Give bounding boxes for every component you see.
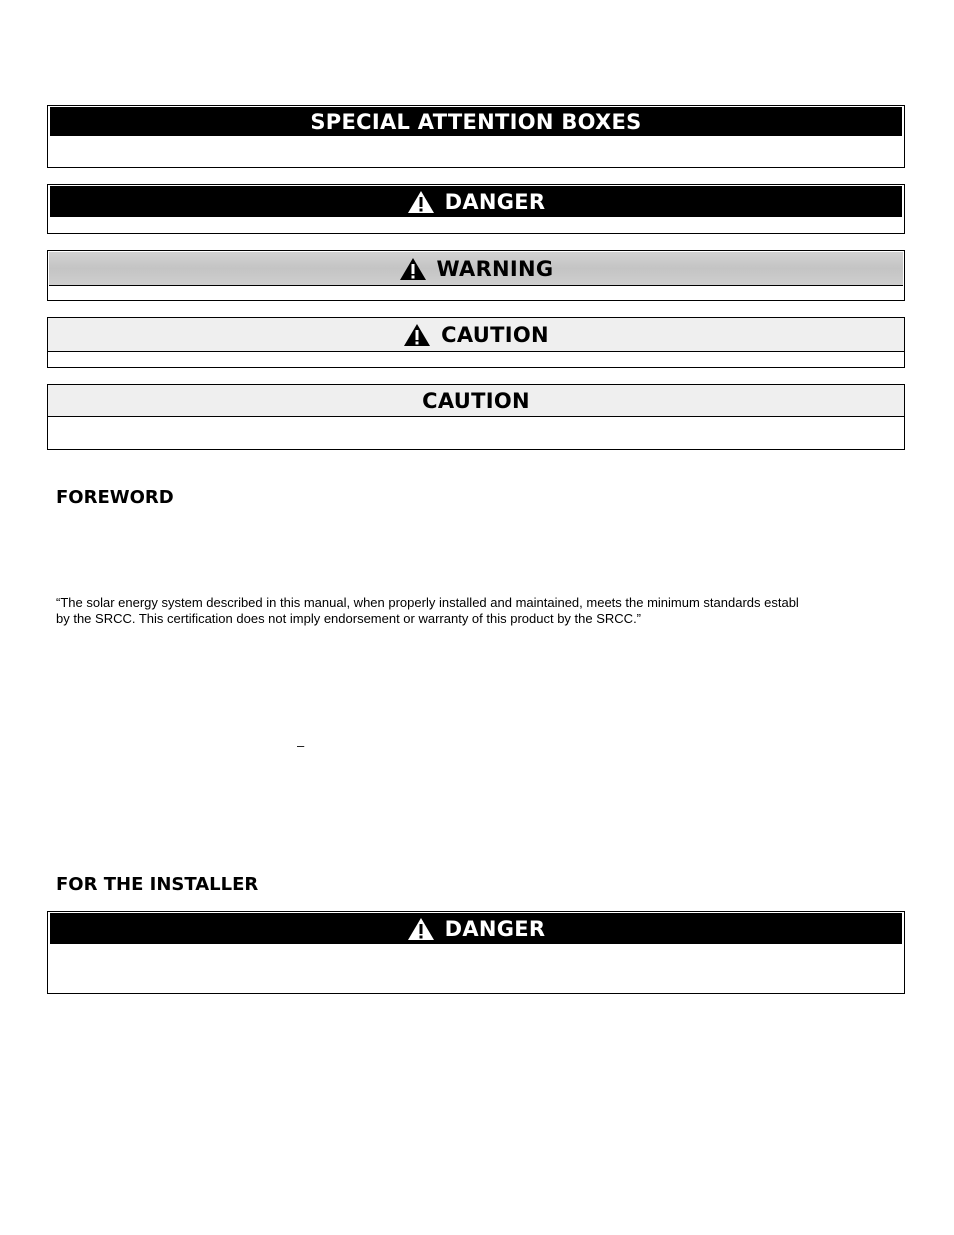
warning-triangle-icon — [403, 323, 431, 347]
danger-box — [47, 184, 905, 234]
caution-box — [47, 317, 905, 368]
danger-header — [50, 186, 902, 217]
caution-plain-box — [47, 384, 905, 450]
installer-danger-header — [50, 913, 902, 944]
srcc-quote-line1: “The solar energy system described in this manual, when properly installed and maintained, meets the minimum standards establ — [56, 595, 799, 610]
warning-triangle-icon — [407, 190, 435, 214]
warning-header — [49, 252, 903, 286]
warning-box — [47, 250, 905, 301]
warning-triangle-icon — [407, 917, 435, 941]
installer-danger-box — [47, 911, 905, 994]
installer-heading: FOR THE INSTALLER — [56, 874, 259, 895]
special-attention-title: SPECIAL ATTENTION BOXES — [310, 109, 642, 134]
caution-header — [48, 318, 904, 352]
foreword-heading: FOREWORD — [56, 487, 174, 508]
caution-title: CAUTION — [441, 322, 549, 347]
installer-danger-title: DANGER — [444, 916, 546, 941]
special-attention-header — [50, 107, 902, 136]
caution-plain-header — [48, 385, 904, 417]
stray-dash: – — [297, 738, 305, 753]
warning-triangle-icon — [399, 257, 427, 281]
warning-title: WARNING — [436, 256, 554, 281]
srcc-quote-line2: by the SRCC. This certification does not imply endorsement or warranty of this product by the SRCC.” — [56, 611, 642, 626]
danger-title: DANGER — [444, 189, 546, 214]
caution-plain-title: CAUTION — [422, 388, 530, 413]
special-attention-box — [47, 105, 905, 168]
